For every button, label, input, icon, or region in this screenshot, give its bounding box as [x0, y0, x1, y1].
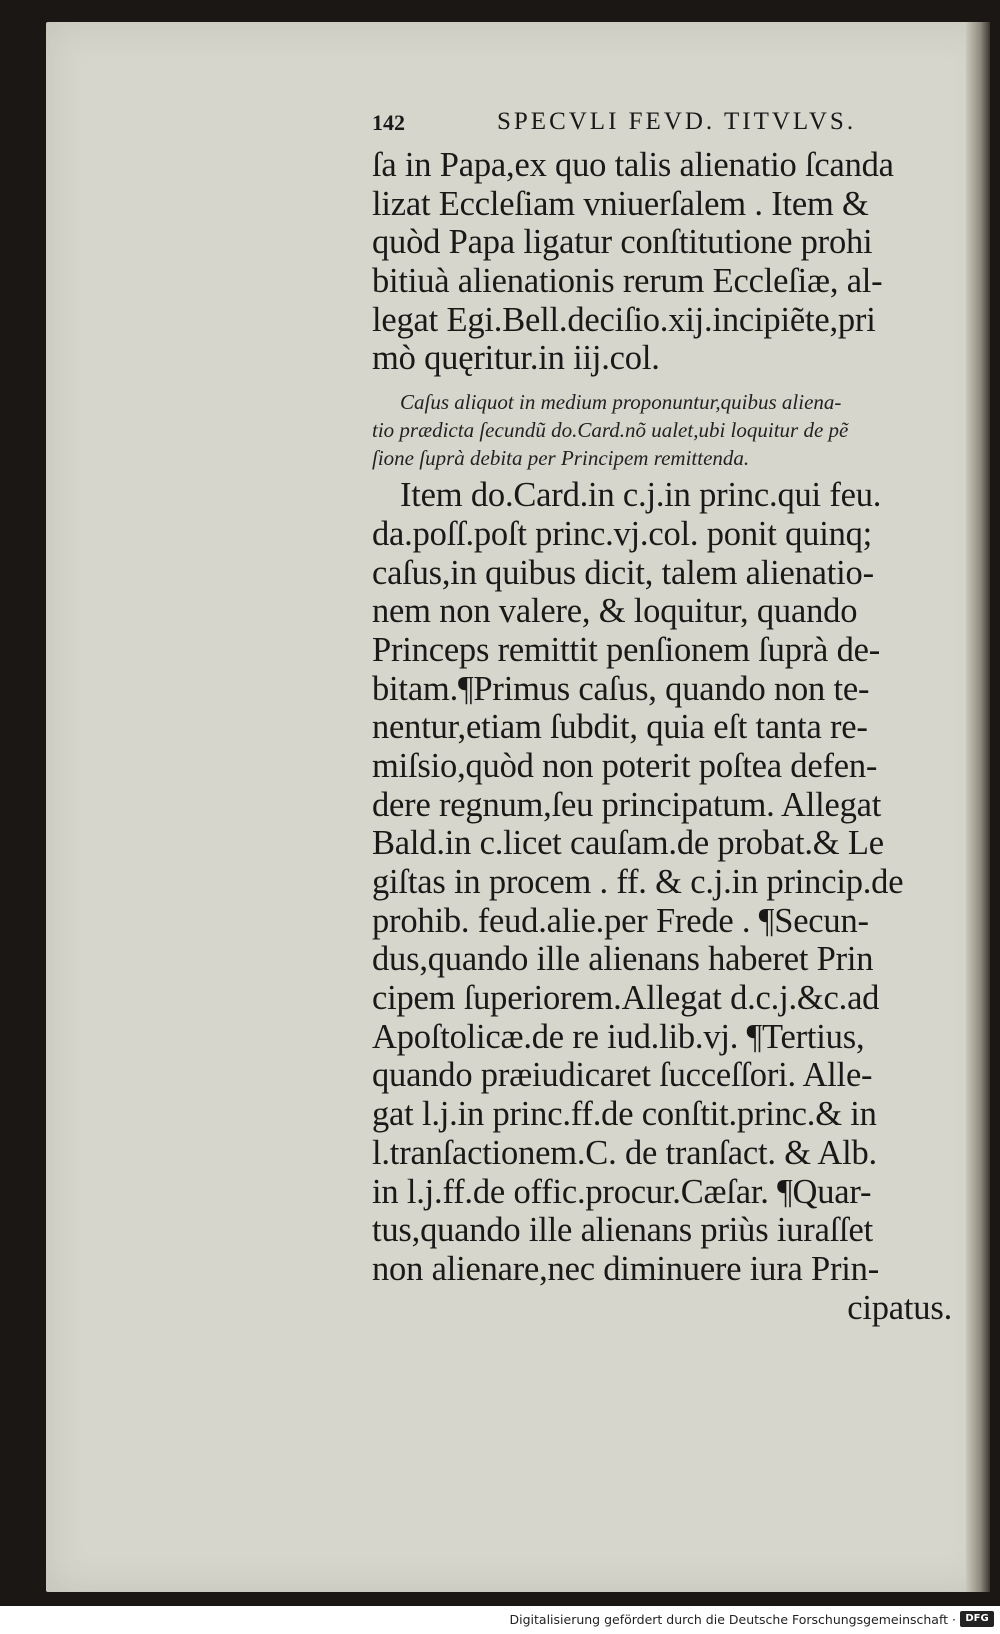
text-line: giſtas in procem . ff. & c.j.in princip.de — [372, 863, 904, 901]
text-line: in l.j.ff.de offic.procur.Cæſar. ¶Quar- — [372, 1172, 872, 1211]
text-line: prohib. feud.alie.per Frede . ¶Secun- — [372, 901, 869, 940]
paragraph-item — [372, 476, 952, 1288]
text-line: l.tranſactionem.C. de tranſact. & Alb. — [372, 1133, 877, 1172]
text-line: da.poſſ.poſt princ.vj.col. ponit quinq; — [372, 514, 873, 553]
text-line: non alienare,nec diminuere iura Prin- — [372, 1249, 880, 1288]
text-line: caſus,in quibus dicit, talem alienatio- — [372, 553, 874, 592]
summary-line: ſione ſuprà debita per Principem remittenda. — [372, 446, 750, 471]
text-line: Item do.Card.in c.j.in princ.qui feu. — [400, 476, 882, 515]
text-line: quòd Papa ligatur conſtitutione prohi — [372, 223, 873, 262]
text-line: dus,quando ille alienans haberet Prin — [372, 940, 874, 979]
text-block — [372, 146, 952, 1327]
text-line: mò quęritur.in iij.col. — [372, 339, 660, 378]
text-line: Bald.in c.licet cauſam.de probat.& Le — [372, 824, 884, 863]
text-line: quando præiudicaret ſucceſſori. Alle- — [372, 1056, 873, 1095]
marginal-summary — [372, 388, 952, 472]
text-line: cipem ſuperiorem.Allegat d.c.j.&c.ad — [372, 979, 880, 1018]
text-line: ſa in Papa,ex quo talis alienatio ſcanda — [372, 146, 894, 184]
page-number: 142 — [372, 110, 405, 135]
text-line: gat l.j.in princ.ff.de conſtit.princ.& in — [372, 1095, 877, 1134]
funding-credit: Digitalisierung gefördert durch die Deutsche Forschungsgemeinschaft · — [509, 1612, 956, 1627]
text-line: dere regnum,ſeu principatum. Allegat — [372, 785, 882, 824]
dfg-logo: DFG — [960, 1611, 994, 1627]
page-edge — [966, 22, 990, 1592]
text-line: bitiuà alienationis rerum Eccleſiæ, al- — [372, 262, 883, 301]
summary-line: Caſus aliquot in medium proponuntur,quibus aliena- — [400, 390, 842, 415]
text-line: miſsio,quòd non poterit poſtea defen- — [372, 746, 878, 785]
text-line: Apoſtolicæ.de re iud.lib.vj. ¶Tertius, — [372, 1017, 865, 1056]
text-line: Princeps remittit penſionem ſuprà de- — [372, 630, 881, 669]
text-line: nem non valere, & loquitur, quando — [372, 592, 858, 631]
text-line: lizat Eccleſiam vniuerſalem . Item & — [372, 184, 869, 223]
paragraph-continued — [372, 146, 952, 378]
text-line: bitam.¶Primus caſus, quando non te- — [372, 669, 870, 708]
text-line: nentur,etiam ſubdit, quia eſt tanta re- — [372, 708, 868, 747]
text-line: tus,quando ille alienans priùs iuraſſet — [372, 1211, 873, 1250]
running-title: SPECVLI FEVD. TITVLVS. — [497, 108, 857, 135]
catchword: cipatus. — [847, 1288, 952, 1327]
text-line: legat Egi.Bell.deciſio.xij.incipiẽte,pri — [372, 300, 876, 339]
summary-line: tio prædicta ſecundũ do.Card.nõ ualet,ubi loquitur de pẽ — [372, 418, 849, 443]
running-header — [372, 104, 942, 144]
footer-bar — [0, 1606, 1000, 1634]
